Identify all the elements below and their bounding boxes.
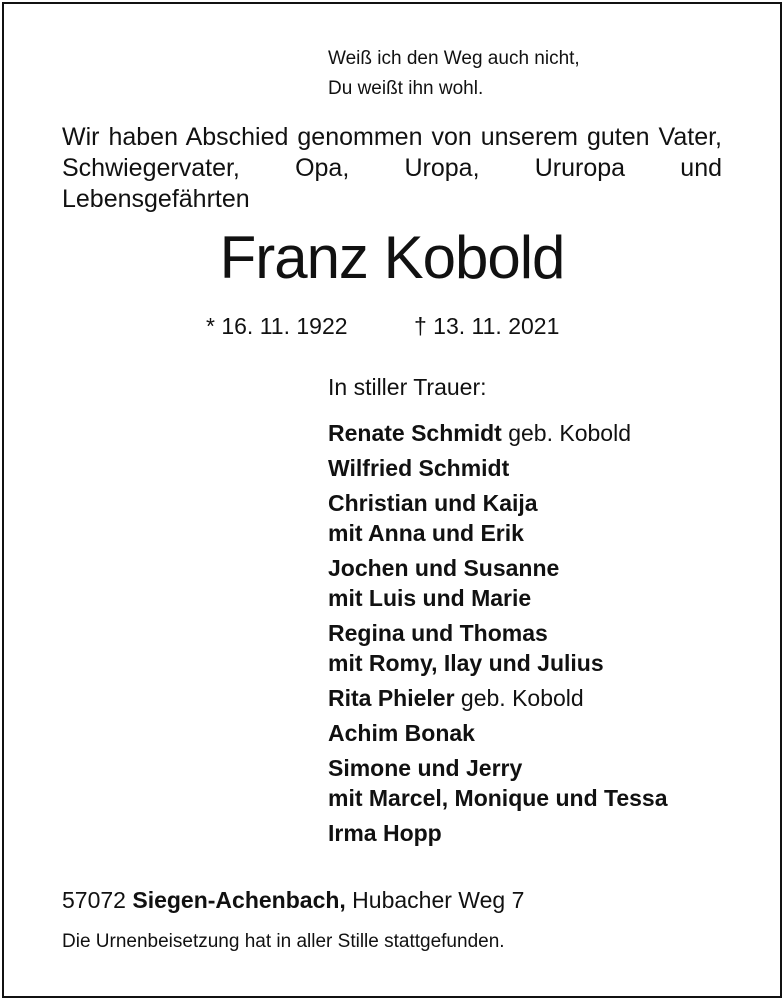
mourner-entry (328, 753, 668, 813)
mourner-entry (328, 488, 668, 548)
mourner-family-line: mit Anna und Erik (328, 520, 524, 546)
mourner-name: Renate Schmidt (328, 420, 502, 446)
mourner-entry (328, 453, 668, 483)
mourning-label: In stiller Trauer: (328, 374, 487, 400)
mourner-name: Rita Phieler (328, 685, 455, 711)
death-date: † 13. 11. 2021 (414, 313, 560, 339)
mourner-line (328, 718, 668, 748)
deceased-name: Franz Kobold (219, 224, 565, 291)
quote-line-1: Weiß ich den Weg auch nicht, (328, 48, 580, 69)
mourner-name: Jochen und Susanne (328, 555, 560, 581)
mourner-entry (328, 418, 668, 448)
mourner-line (328, 753, 668, 783)
address (62, 885, 524, 915)
mourner-line (328, 818, 668, 848)
mourners-list (328, 418, 668, 853)
mourner-entry (328, 818, 668, 848)
mourner-entry (328, 718, 668, 748)
mourner-maiden-name: geb. Kobold (501, 420, 631, 446)
mourner-family-line: mit Marcel, Monique und Tessa (328, 785, 668, 811)
mourner-line (328, 418, 668, 448)
mourner-name: Wilfried Schmidt (328, 455, 510, 481)
mourner-line (328, 683, 668, 713)
mourner-maiden-name: geb. Kobold (454, 685, 584, 711)
mourner-entry (328, 618, 668, 678)
mourner-family-line: mit Romy, Ilay und Julius (328, 650, 604, 676)
burial-note: Die Urnenbeisetzung hat in aller Stille stattgefunden. (62, 931, 505, 952)
address-street: Hubacher Weg 7 (345, 887, 525, 913)
mourner-line (328, 488, 668, 518)
mourner-line (328, 553, 668, 583)
mourner-line (328, 618, 668, 648)
quote-line-2: Du weißt ihn wohl. (328, 78, 484, 99)
mourner-entry (328, 683, 668, 713)
address-city: Siegen-Achenbach, (132, 887, 346, 913)
mourner-family-line: mit Luis und Marie (328, 585, 532, 611)
mourner-entry (328, 553, 668, 613)
mourner-name: Achim Bonak (328, 720, 475, 746)
address-zip: 57072 (62, 887, 133, 913)
mourner-name: Irma Hopp (328, 820, 442, 846)
quote (328, 44, 580, 104)
mourner-line (328, 453, 668, 483)
intro-text: Wir haben Abschied genommen von unserem guten Vater, Schwiegervater, Opa, Uropa, Ururopa und Lebensgefährten (62, 123, 722, 213)
mourner-name: Simone und Jerry (328, 755, 523, 781)
mourner-name: Christian und Kaija (328, 490, 538, 516)
birth-date: * 16. 11. 1922 (206, 313, 348, 339)
mourner-name: Regina und Thomas (328, 620, 548, 646)
